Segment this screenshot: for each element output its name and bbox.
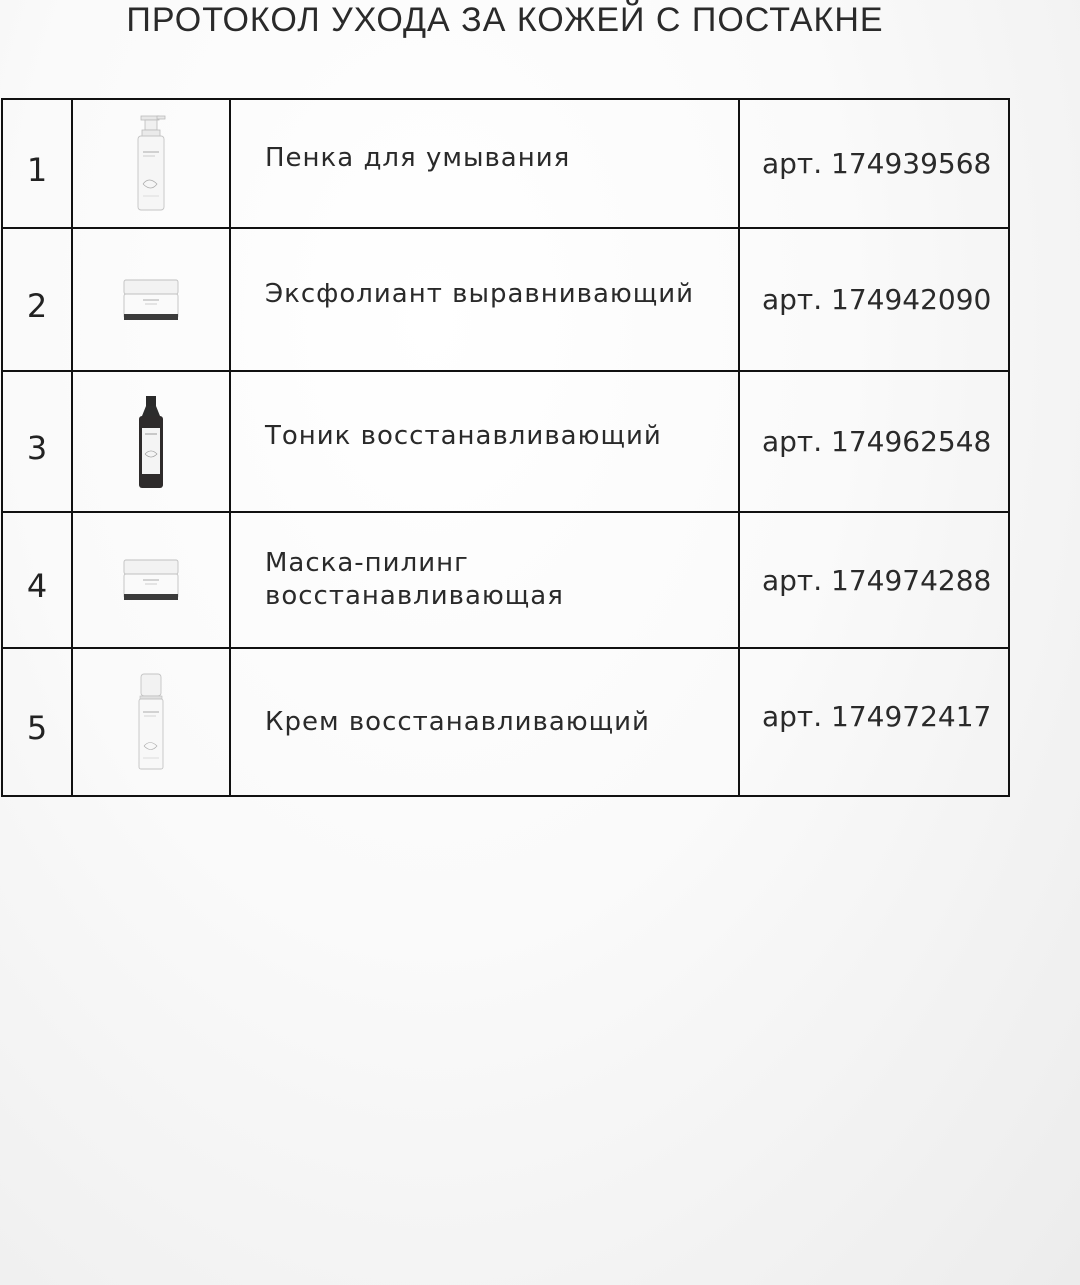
row-number: 4 (2, 512, 72, 648)
product-article: арт. 174939568 (739, 99, 1009, 228)
product-name: Крем восстанавливающий (230, 648, 739, 796)
table-row (2, 99, 1009, 228)
product-image (72, 99, 230, 228)
dark-bottle-icon (134, 394, 168, 490)
airless-bottle-icon (134, 672, 168, 772)
row-number: 5 (2, 648, 72, 796)
product-image (72, 371, 230, 512)
product-image (72, 228, 230, 371)
product-name: Пенка для умывания (230, 99, 739, 228)
page-title: ПРОТОКОЛ УХОДА ЗА КОЖЕЙ С ПОСТАКНЕ (126, 1, 884, 39)
product-name: Тоник восстанавливающий (230, 371, 739, 512)
product-article: арт. 174962548 (739, 371, 1009, 512)
table-row (2, 228, 1009, 371)
product-image (72, 512, 230, 648)
cream-jar-icon (121, 556, 181, 604)
table-row (2, 371, 1009, 512)
product-article: арт. 174942090 (739, 228, 1009, 371)
table-row (2, 512, 1009, 648)
products-table (1, 98, 1010, 797)
row-number: 1 (2, 99, 72, 228)
product-name: Маска-пилинг восстанавливающая (230, 512, 739, 648)
product-article: арт. 174972417 (739, 648, 1009, 796)
product-image (72, 648, 230, 796)
row-number: 2 (2, 228, 72, 371)
cream-jar-icon (121, 276, 181, 324)
table-row (2, 648, 1009, 796)
row-number: 3 (2, 371, 72, 512)
product-name: Эксфолиант выравнивающий (230, 228, 739, 371)
foam-pump-bottle-icon (131, 114, 171, 214)
product-article: арт. 174974288 (739, 512, 1009, 648)
